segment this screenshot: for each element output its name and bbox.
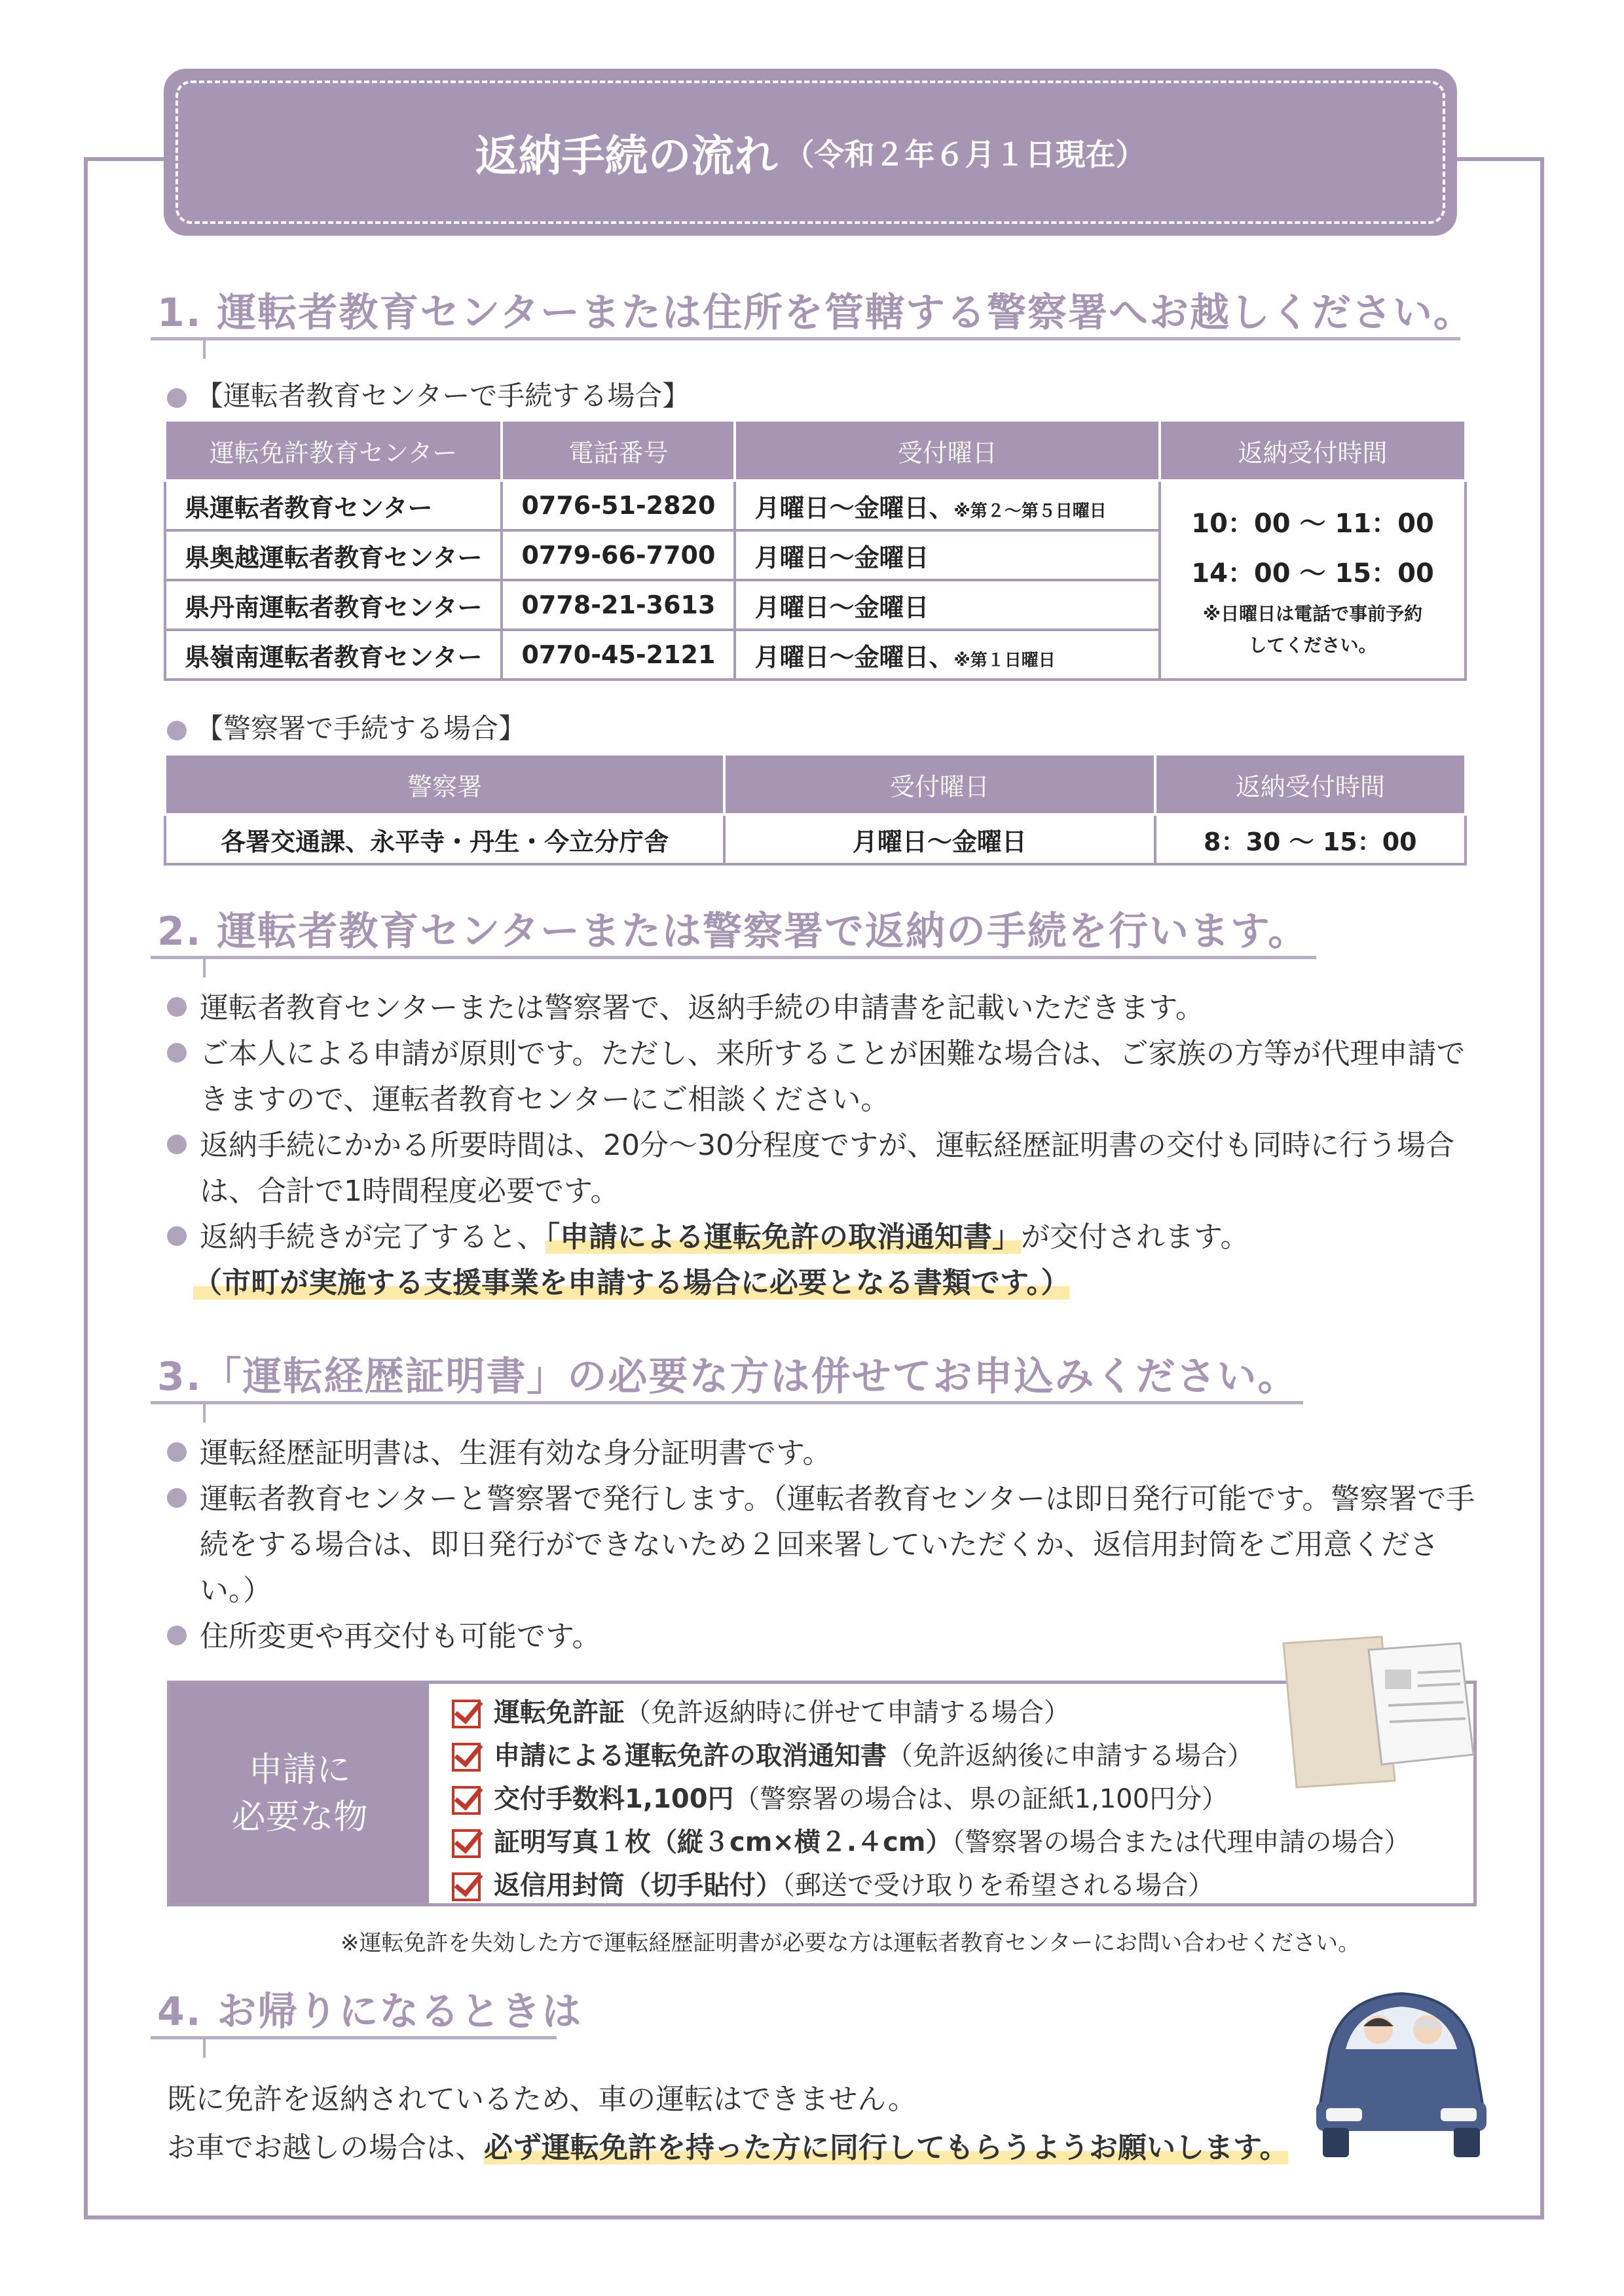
center-phone: 0770-45-2121 [502,630,735,680]
checkbox-icon [452,1743,481,1772]
bullet-dot [167,1442,187,1462]
hours-morning: 10：00 〜 11：00 [1191,509,1434,539]
required-item: 申請による運転免許の取消通知書（免許返納後に申請する場合） [452,1735,1253,1772]
police-hours: 8：30 〜 15：00 [1155,814,1466,864]
police-office: 各署交通課、永平寺・丹生・今立分庁舎 [165,814,724,864]
section1-heading: 1. 運転者教育センターまたは住所を管轄する警察署へお越しください。 [157,290,1475,336]
center-name: 県奥越運転者教育センター [165,530,502,580]
police-days: 月曜日〜金曜日 [724,814,1155,864]
list-item: 返納手続にかかる所要時間は、20分〜30分程度ですが、運転経歴証明書の交付も同時に行う場合は、合計で1時間程度必要です。 [167,1123,1490,1214]
required-items-title: 申請に 必要な物 [170,1684,429,1903]
bullet-dot [167,997,187,1017]
section1-tick [203,339,206,359]
page-subtitle: （令和２年６月１日現在） [784,136,1146,172]
center-name: 県丹南運転者教育センター [165,580,502,630]
th-hours: 返納受付時間 [1155,754,1466,814]
page-title: 返納手続の流れ [475,131,778,181]
section3-heading: 3.「運転経歴証明書」の必要な方は併せてお申込みください。 [157,1354,1299,1400]
th-police: 警察署 [165,754,724,814]
table-header-row [165,754,1466,814]
return-notice: 既に免許を返納されているため、車の運転はできません。 [167,2083,917,2116]
center-phone: 0776-51-2820 [502,481,735,530]
center-phone: 0779-66-7700 [502,530,735,580]
bullet-dot [167,388,187,408]
center-phone: 0778-21-3613 [502,580,735,630]
checkbox-icon [452,1829,481,1858]
section1-underline [151,337,1460,340]
bullet-dot [167,1488,187,1508]
accompany-notice: お車でお越しの場合は、必ず運転免許を持った方に同行してもらうようお願いします。 [167,2131,1289,2164]
section4-heading: 4. お帰りになるときは [157,1989,583,2035]
th-center: 運転免許教育センター [165,420,502,481]
section2-heading: 2. 運転者教育センターまたは警察署で返納の手続を行います。 [157,909,1309,955]
required-item: 運転免許証（免許返納時に併せて申請する場合） [452,1692,1070,1729]
table-header-row [165,420,1466,481]
list-item-note: （市町が実施する支援事業を申請する場合に必要となる書類です。） [193,1266,1070,1300]
center-name: 県運転者教育センター [165,481,502,530]
section4-tick [203,2038,206,2058]
required-item: 証明写真１枚（縦３cm×横２.４cm）（警察署の場合または代理申請の場合） [452,1821,1411,1859]
center-days: 月曜日〜金曜日 [735,530,1160,580]
th-days: 受付曜日 [724,754,1155,814]
center-label: 【運転者教育センターで手続する場合】 [167,374,690,414]
hours-note-1: ※日曜日は電話で事前予約 [1202,603,1423,625]
required-item: 交付手数料1,100円（警察署の場合は、県の証紙1,100円分） [452,1778,1228,1815]
list-item: ご本人による申請が原則です。ただし、来所することが困難な場合は、ご家族の方等が代理申請できますので、運転者教育センターにご相談ください。 [167,1031,1490,1123]
required-item: 返信用封筒（切手貼付）（郵送で受け取りを希望される場合） [452,1865,1214,1902]
checkbox-icon [452,1872,481,1901]
section3-tick [203,1403,206,1423]
police-label: 【警察署で手続する場合】 [167,707,526,746]
list-item: 返納手続きが完了すると、「申請による運転免許の取消通知書」が交付されます。 [167,1214,1490,1260]
th-days: 受付曜日 [735,420,1160,481]
section4-underline [151,2036,557,2039]
th-hours: 返納受付時間 [1160,420,1466,481]
cancellation-notice-highlight: 「申請による運転免許の取消通知書」 [545,1220,1021,1254]
section4-body [167,2075,1288,2172]
hours-note-2: してください。 [1248,634,1377,656]
title-banner [164,69,1457,236]
section2-tick [203,958,206,977]
police-table [164,753,1467,866]
section3-underline [151,1401,1303,1404]
bullet-dot [167,721,187,740]
car-illustration [1303,1977,1500,2167]
bullet-dot [167,1626,187,1645]
th-phone: 電話番号 [502,420,735,481]
center-days: 月曜日〜金曜日 [735,580,1160,630]
section2-body [167,985,1490,1306]
list-item: 運転者教育センターまたは警察署で、返納手続の申請書を記載いただきます。 [167,985,1490,1031]
center-name: 県嶺南運転者教育センター [165,630,502,680]
documents-illustration [1270,1624,1486,1800]
list-item: 住所変更や再交付も可能です。 [167,1614,1490,1660]
hours-afternoon: 14：00 〜 15：00 [1191,558,1434,589]
center-days: 月曜日〜金曜日、※第２〜第５日曜日 [735,481,1160,530]
section2-underline [151,956,1316,959]
table-row [165,814,1466,864]
bullet-dot [167,1226,187,1246]
bullet-dot [167,1043,187,1063]
center-hours-cell [1160,481,1466,680]
center-days: 月曜日〜金曜日、※第１日曜日 [735,630,1160,680]
checkbox-icon [452,1700,481,1728]
table-row [165,481,1466,530]
checkbox-icon [452,1786,481,1815]
footnote: ※運転免許を失効した方で運転経歴証明書が必要な方は運転者教育センターにお問い合わせください。 [341,1930,1361,1956]
bullet-dot [167,1135,187,1154]
list-item: 運転経歴証明書は、生涯有効な身分証明書です。 [167,1430,1490,1476]
list-item: 運転者教育センターと警察署で発行します。（運転者教育センターは即日発行可能です。警察署で手続をする場合は、即日発行ができないため２回来署していただくか、返信用封筒をご用意ください。） [167,1476,1490,1614]
center-table [164,419,1467,681]
